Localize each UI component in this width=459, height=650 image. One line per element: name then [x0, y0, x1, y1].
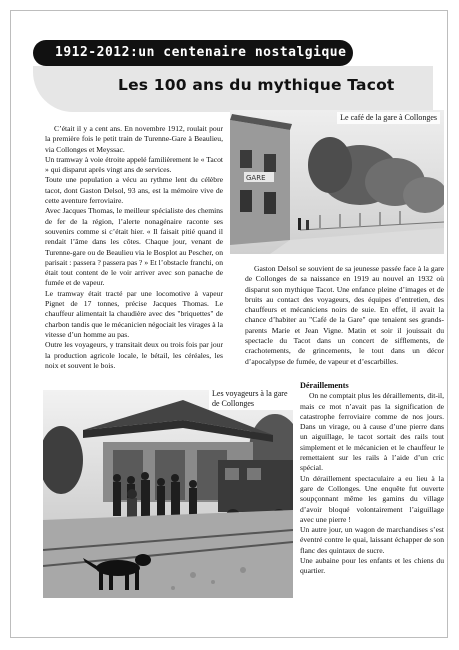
paragraph: Un autre jour, un wagon de marchandises s’est éventré contre le quai, laissant échapper de son flanc des quintaux de sucre.	[300, 525, 444, 555]
banner-text: 1912-2012:un centenaire nostalgique	[55, 45, 347, 60]
paragraph: Avec Jacques Thomas, le meilleur spécialiste des chemins de fer de la région, l’alerte nonagénaire raconte ses souvenirs comme si c’était hier. « Il faisait pitié quand il rendait l’âme dans les côtes. Chaque jour, venant de Turenne-gare ou de Beaulieu via le Bosplot au Pescher, on parisait : passera ? passera pas ? » Et l’obstacle franchi, on était tout content de le voir arriver avec son panache de fumée et de vapeur.	[45, 206, 223, 288]
cafe-photo-image	[230, 110, 444, 254]
photo-voyageurs-gare	[43, 390, 293, 598]
paragraph: Gaston Delsol se souvient de sa jeunesse passée face à la gare de Collonges de sa naissance en 1919 au nouvel an 1932 où disparut son mythique Tacot. Une enfance pleine d’images et de bruits au contact des voyageurs, des équipes d’entretien, des chauffeurs et mécaniciens noirs de suie. En effet, il avait la chance d’habiter au "Café de la Gare" que tenaient ses grands-parents Marie et Jean Vigne. Matin et soir il jouissait du spectacle du Tacot dans un concert de sifflements, de crachotements, de grincements, le tout dans un décor d’apocalypse de fumée, de vapeur et d’escarbilles.	[245, 264, 444, 366]
banner	[33, 40, 353, 66]
paragraph: C’était il y a cent ans. En novembre 1912, roulait pour la première fois le petit train de Turenne-Gare à Beaulieu, via Collonges et Meyssac.	[45, 124, 223, 154]
paragraph: Toute une population a vécu au rythme lent du célèbre tacot, dont Gaston Delsol, 93 ans, est la mémoire vive de cette aventure ferroviaire.	[45, 175, 223, 206]
gare-sign-text: GARE	[246, 174, 266, 182]
photo-cafe-de-la-gare	[230, 110, 444, 254]
paragraph: Un déraillement spectaculaire a eu lieu à la gare de Collonges. Une enquête fut ouverte soupçonnant même les gamins du village d’avoir bloqué volontairement l’aiguillage avec une pierre !	[300, 473, 444, 524]
paragraph: Un tramway à voie étroite appelé familièrement le « Tacot » qui disparut après vingt ans de services.	[45, 154, 223, 175]
section-heading-deraillements: Déraillements	[300, 381, 349, 390]
paragraph: On ne comptait plus les déraillements, dit-il, mais ce mot n’avait pas la signification de catastrophe ferroviaire comme de nos jours. Dans un virage, ou à cause d’une pierre dans un aiguillage, le tacot sortait des rails tout simplement et le mécanicien et le chauffeur le remettaient sur les rails à l’aide d’un cric spécial.	[300, 391, 444, 473]
photo-caption-cafe: Le café de la gare à Collonges	[337, 112, 440, 124]
article-column-right-bottom	[300, 381, 444, 577]
article-title: Les 100 ans du mythique Tacot	[118, 76, 395, 94]
article-column-left	[45, 124, 223, 371]
paragraph: Outre les voyageurs, y transitait deux ou trois fois par jour la production agricole locale, le bétail, les céréales, les noix et souvent le bois.	[45, 340, 223, 370]
article-column-right-top	[245, 264, 444, 367]
paragraph: Le tramway était tracté par une locomotive à vapeur Pignet de 17 tonnes, précise Jacques Thomas. Le chauffeur alimentait la chaudière avec des "briquettes" de charbon tandis que le mécanicien négociait les virages à la vitesse d’un homme au pas.	[45, 288, 223, 339]
photo-caption-voyageurs: Les voyageurs à la gare de Collonges	[209, 390, 293, 410]
paragraph: Une aubaine pour les enfants et les chiens du quartier.	[300, 556, 444, 576]
voyageurs-photo-image	[43, 390, 293, 598]
